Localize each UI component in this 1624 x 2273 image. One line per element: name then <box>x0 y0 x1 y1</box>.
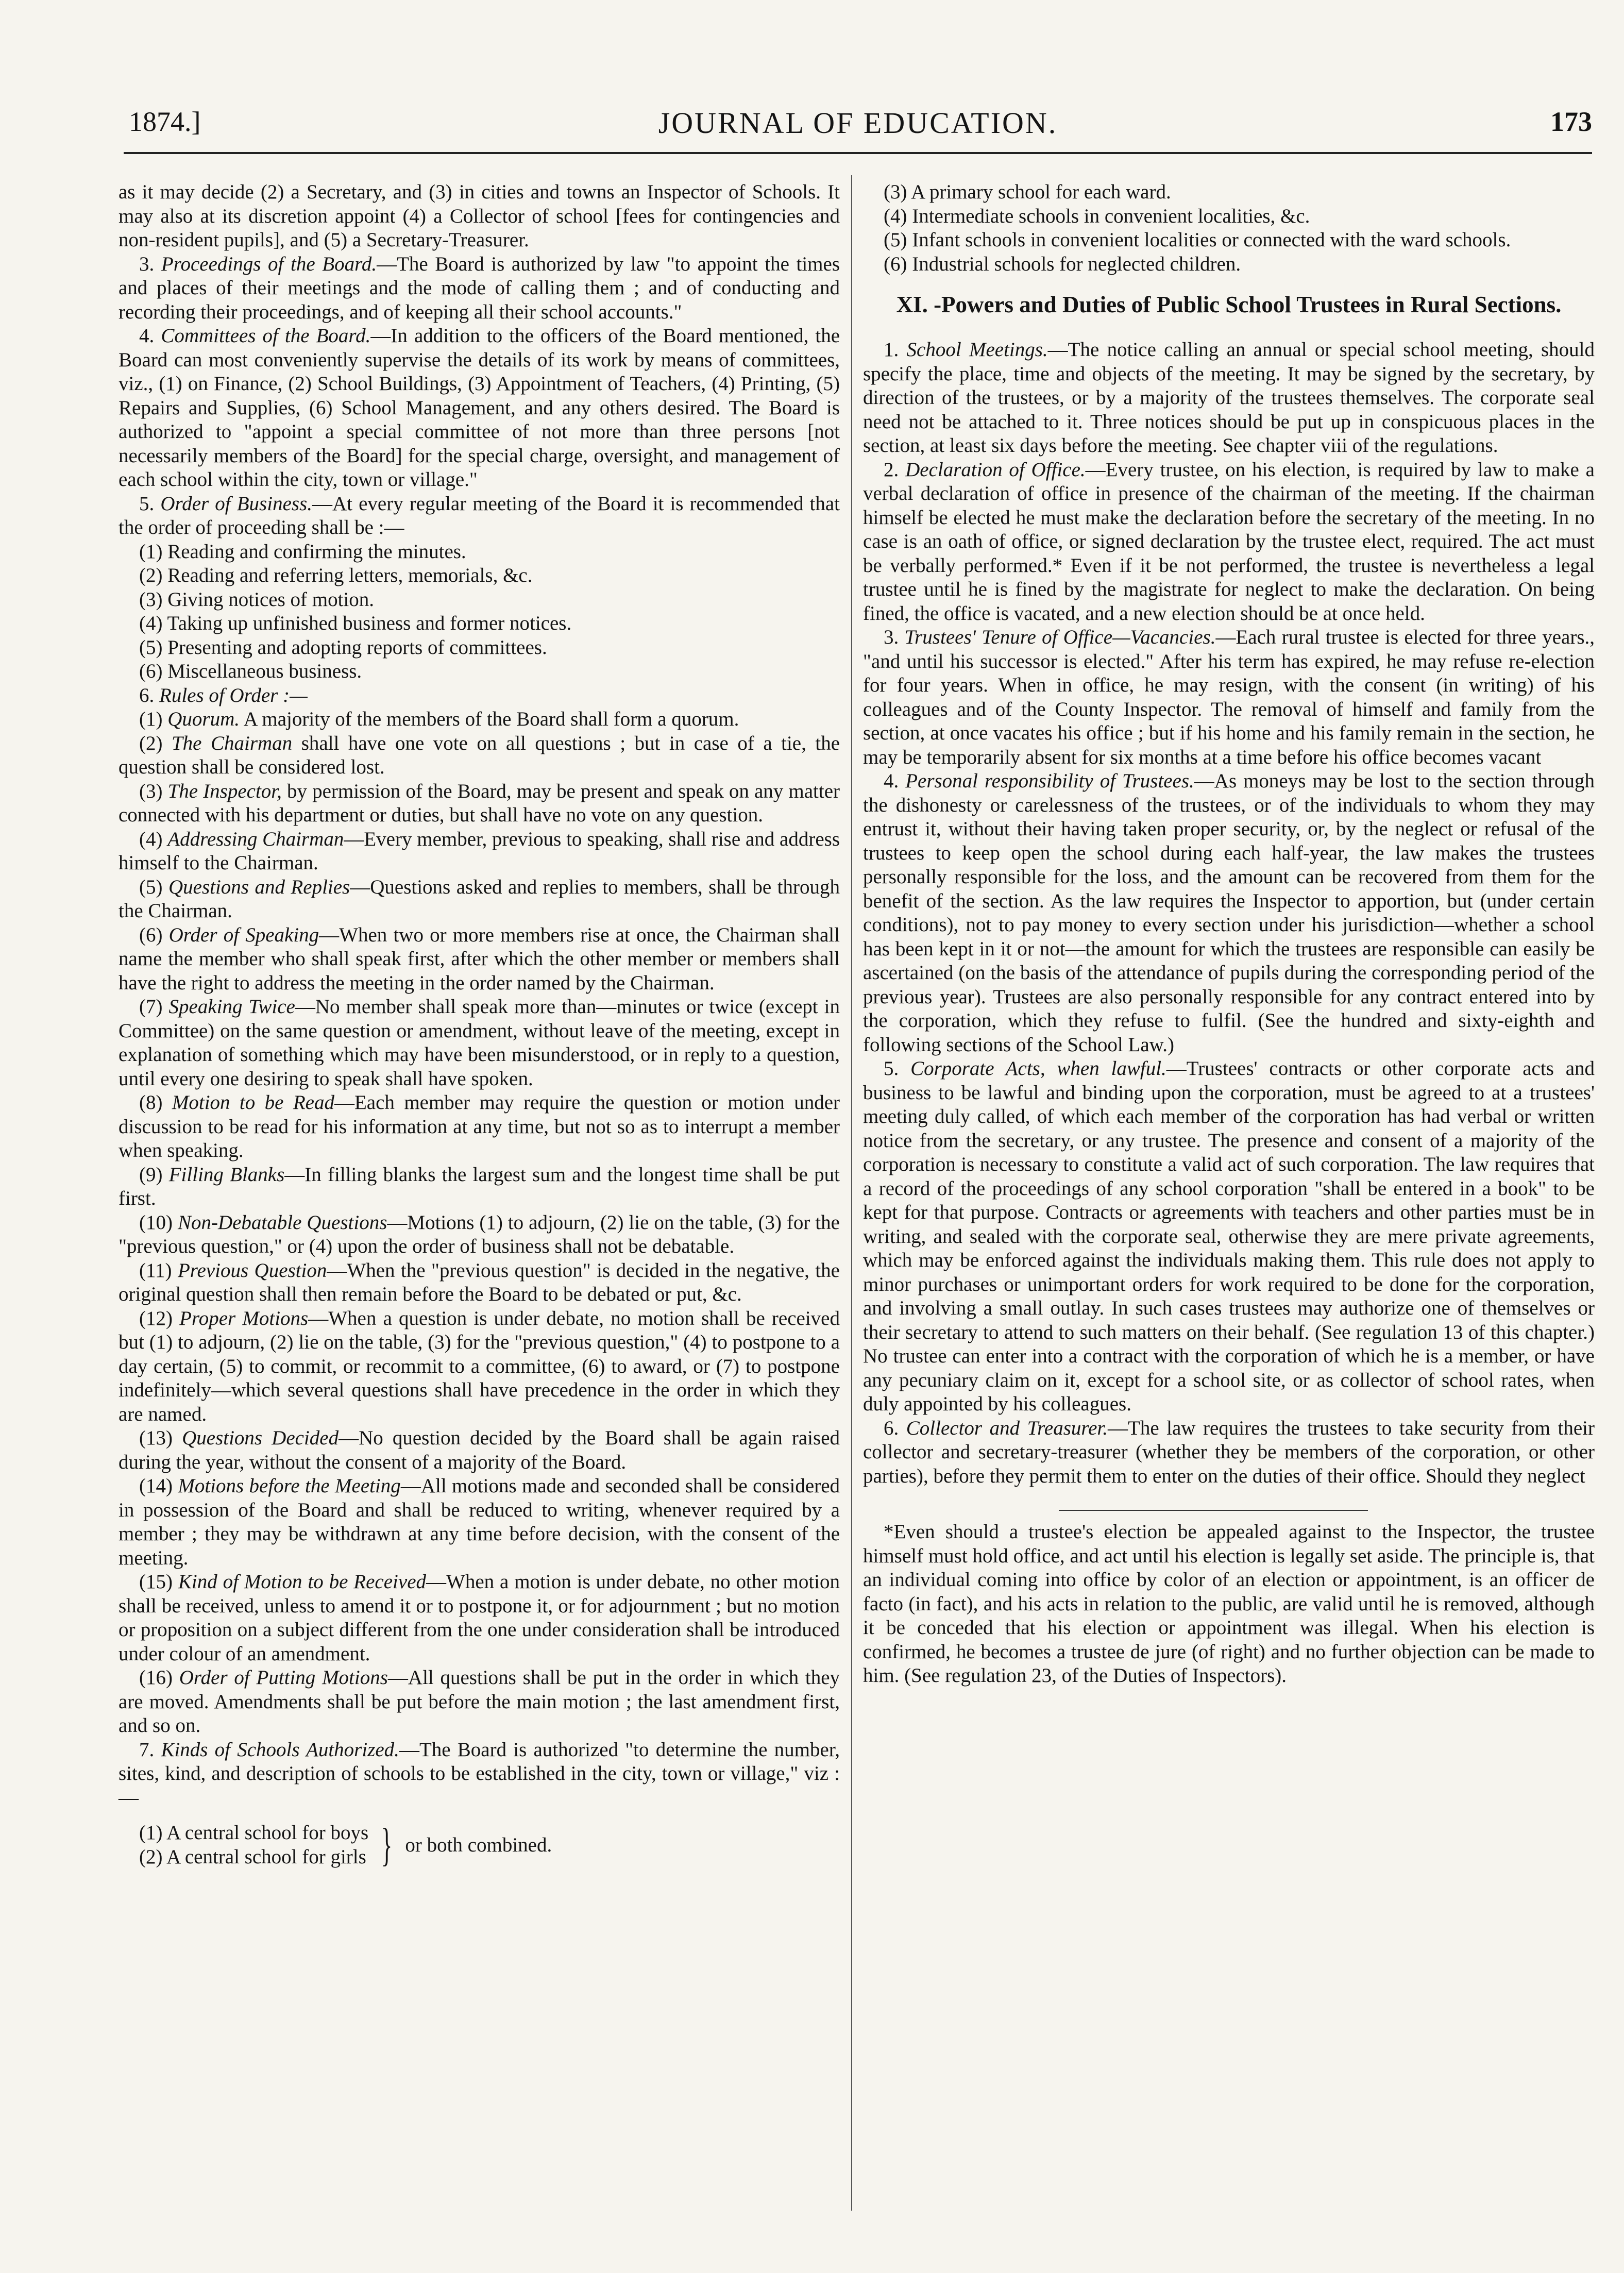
footnote-divider <box>1059 1510 1368 1511</box>
section-4-text: —In addition to the officers of the Board mentioned, the Board can most conveniently supervise the details of its work by means of committees, viz., (1) on Finance, (2) School Buildings, (3) Appointment of Teachers, (4) Printing, (5) Repairs and Supplies, (6) School Management, and any others desired. The Board is authorized to "appoint a special committee of not more than three persons [not necessarily members of the Board] for the special charge, oversight, and management of each school within the city, town or village." <box>119 325 840 491</box>
school-item: (3) A primary school for each ward. <box>884 181 1171 203</box>
order-item: (5) Presenting and adopting reports of committees. <box>139 636 547 659</box>
central-schools-list <box>119 1821 840 1869</box>
rule-item: (7) Speaking Twice—No member shall speak more than—minutes or twice (except in Committee) on the same question or amendment, without leave of the meeting, except in explanation of something which may have been misunderstood, or in reply to a question, until every one desiring to speak shall have spoken. <box>119 996 840 1090</box>
school-item: (5) Infant schools in convenient localities or connected with the ward schools. <box>884 229 1511 251</box>
section-4-title: Committees of the Board. <box>161 325 371 347</box>
rule-item: (14) Motions before the Meeting—All motions made and seconded shall be considered in possession of the Board and shall be reduced to writing, whenever required by a member ; they may be withdrawn at any time before decision, with the consent of the meeting. <box>119 1475 840 1569</box>
page-header <box>124 106 1592 154</box>
order-item: (1) Reading and confirming the minutes. <box>139 540 466 563</box>
section-5-title: Order of Business. <box>160 492 312 515</box>
section-3-text: —The Board is authorized by law "to appoint the times and places of their meetings and the mode of calling them ; and of conducting and recording their proceedings, and of keeping all their school accounts." <box>119 252 840 323</box>
section-4-committees: 4. Committees of the Board.—In addition to the officers of the Board mentioned, the Board can most conveniently supervise the details of its work by means of committees, viz., (1) on Finance, (2) School Buildings, (3) Appointment of Teachers, (4) Printing, (5) Repairs and Supplies, (6) School Management, and any others desired. The Board is authorized to "appoint a special committee of not more than three persons [not necessarily members of the Board] for the special charge, oversight, and management of each school within the city, town or village." <box>119 325 840 491</box>
rule-item: (9) Filling Blanks—In filling blanks the largest sum and the longest time shall be put first. <box>119 1163 840 1209</box>
footnote: *Even should a trustee's election be appealed against to the Inspector, the trustee himself must hold office, and act until his election is legally set aside. The principle is, that an individual coming into office by color of an election or appointment, is an officer de facto (in fact), and his acts in relation to the public, are valid until he is removed, although it be conceded that his election or appointment was illegal. When his election is confirmed, he becomes a trustee de jure (of right) and no further objection can be made to him. (See regulation 23, of the Duties of Inspectors). <box>863 1521 1595 1687</box>
brace-icon: } <box>381 1819 393 1871</box>
rule-item: (2) The Chairman shall have one vote on all questions ; but in case of a tie, the question shall be considered lost. <box>119 732 840 778</box>
rule-item: (15) Kind of Motion to be Received—When a motion is under debate, no other motion shall be received, unless to amend it or to postpone it, or for adjournment ; but no motion or proposition on a subject different from the one under consideration shall be introduced under colour of an amendment. <box>119 1571 840 1665</box>
trustee-item-1: 1. School Meetings.—The notice calling an annual or special school meeting, should specify the place, time and objects of the meeting. It may be signed by the secretary, by direction of the trustees, or by a majority of the trustees themselves. The corporate seal need not be attached to it. Three notices should be put up in conspicuous places in the section, at least six days before the meeting. See chapter viii of the regulations. <box>863 339 1595 457</box>
trustee-item-2: 2. Declaration of Office.—Every trustee, on his election, is required by law to make a verbal declaration of office in presence of the chairman of the meeting. If the chairman himself be elected he must make the declaration before the secretary of the meeting. In no case is an oath of office, or signed declaration by the trustee elect, required. The act must be verbally performed.* Even if it be not performed, the trustee is nevertheless a legal trustee until he is fined by the magistrate for neglect to make the declaration. On being fined, the office is vacated, and a new election should be at once held. <box>863 458 1595 625</box>
rule-item: (6) Order of Speaking—When two or more members rise at once, the Chairman shall name the member who shall speak first, after which the other member or members shall have the right to address the meeting in the order named by the Chairman. <box>119 923 840 994</box>
rule-item: (3) The Inspector, by permission of the Board, may be present and speak on any matter connected with his department or duties, but shall have no vote on any question. <box>119 780 840 826</box>
rule-item: (5) Questions and Replies—Questions asked and replies to members, shall be through the Chairman. <box>119 875 840 922</box>
rule-item: (11) Previous Question—When the "previous question" is decided in the negative, the original question shall then remain before the Board to be debated or put, &c. <box>119 1259 840 1305</box>
right-column <box>863 180 1595 1688</box>
section-5-order-of-business: 5. Order of Business.—At every regular meeting of the Board it is recommended that the order of proceeding shall be :— <box>119 492 840 538</box>
column-divider <box>851 175 852 2211</box>
section-7-title: Kinds of Schools Authorized. <box>161 1738 399 1761</box>
school-item: (2) A central school for girls <box>139 1845 366 1868</box>
school-item: (6) Industrial schools for neglected children. <box>884 252 1241 275</box>
schools-combined-note: or both combined. <box>405 1834 552 1856</box>
order-of-business-list <box>119 540 840 684</box>
header-page-number: 173 <box>1550 106 1592 137</box>
header-year: 1874.] <box>129 106 201 137</box>
trustee-item-3: 3. Trustees' Tenure of Office—Vacancies.—Each rural trustee is elected for three years., "and until his successor is elected." After his term has expired, he may refuse re-election for four years. When in office, he may resign, with the consent (in writing) of his colleagues and of the County Inspector. The removal of himself and family from the section, at once vacates his office ; but if his home and his family remain in the section, he may be temporarily absent for six months at a time before his office becomes vacant <box>863 626 1595 768</box>
rule-item: (12) Proper Motions—When a question is under debate, no motion shall be received but (1) to adjourn, (2) lie on the table, (3) for the "previous question," (4) to postpone to a day certain, (5) to commit, or recommit to a committee, (6) to award, or (7) to postpone indefinitely—which several questions shall have precedence in the order in which they are named. <box>119 1307 840 1425</box>
left-paragraph-intro: as it may decide (2) a Secretary, and (3) in cities and towns an Inspector of Schools. It may also at its discretion appoint (4) a Collector of school [fees for contingencies and non-resident pupils], and (5) a Secretary-Treasurer. <box>119 181 840 251</box>
header-journal-title: JOURNAL OF EDUCATION. <box>658 106 1058 140</box>
school-kinds-list <box>863 180 1595 276</box>
section-3-proceedings: 3. Proceedings of the Board.—The Board is authorized by law "to appoint the times and places of their meetings and the mode of calling them ; and of conducting and recording their proceedings, and of keeping all their school accounts." <box>119 252 840 323</box>
rule-item: (10) Non-Debatable Questions—Motions (1) to adjourn, (2) lie on the table, (3) for the "previous question," or (4) upon the order of business shall not be debatable. <box>119 1211 840 1257</box>
rule-item: (13) Questions Decided—No question decided by the Board shall be again raised during the year, without the consent of a majority of the Board. <box>119 1427 840 1473</box>
section-6-rules-of-order: 6. Rules of Order :— <box>139 684 308 706</box>
order-item: (4) Taking up unfinished business and former notices. <box>139 612 572 634</box>
order-item: (2) Reading and referring letters, memorials, &c. <box>139 564 533 586</box>
section-7-text: —The Board is authorized "to determine the number, sites, kind, and description of schools to be established in the city, town or village," viz :— <box>119 1738 840 1809</box>
rule-item: (8) Motion to be Read—Each member may require the question or motion under discussion to be read for his information at any time, but not so as to interrupt a member when speaking. <box>119 1091 840 1161</box>
left-column <box>119 180 840 1869</box>
section-5-text: —At every regular meeting of the Board it is recommended that the order of proceeding shall be :— <box>119 492 840 538</box>
order-item: (3) Giving notices of motion. <box>139 588 375 611</box>
trustee-item-5: 5. Corporate Acts, when lawful.—Trustees' contracts or other corporate acts and business to be lawful and binding upon the corporation, must be agreed to at a trustees' meeting duly called, of which each member of the corporation has had verbal or written notice from the secretary, or any trustee. The presence and consent of a majority of the corporation is necessary to constitute a valid act of such corporation. The law requires that a record of the proceedings of any school corporation "shall be entered in a book" to be kept for that purpose. Contracts or agreements with teachers and other parties must be in writing, and sealed with the corporate seal, otherwise they are mere private agreements, which may be enforced against the individuals making them. This rule does not apply to minor purchases or unimportant orders for work required to be done for the corporation, and involving a small outlay. In such cases trustees may authorize one of themselves or their secretary to attend to such matters on their behalf. (See regulation 13 of this chapter.) No trustee can enter into a contract with the corporation of which he is a member, or have any pecuniary claim on it, except for a school site, or as collector of school rates, when duly appointed by his colleagues. <box>863 1057 1595 1415</box>
school-item: (4) Intermediate schools in convenient localities, &c. <box>884 205 1310 227</box>
trustee-item-6: 6. Collector and Treasurer.—The law requires the trustees to take security from their collector and secretary-treasurer (whether they be members of the corporation, or other parties), before they permit them to enter on the duties of their office. Should they neglect <box>863 1417 1595 1487</box>
section-6-title: Rules of Order :— <box>159 684 308 706</box>
section-3-title: Proceedings of the Board. <box>161 252 377 275</box>
trustee-item-4: 4. Personal responsibility of Trustees.—As moneys may be lost to the section through the dishonesty or carelessness of the trustees, or of the individuals to whom they may entrust it, without their having taken proper security, or, by the neglect or refusal of the trustees to keep open the school during each half-year, the law makes the trustees personally responsible for the loss, and the amount can be recovered from them for the benefit of the section. As the law requires the Inspector to apportion, but (under certain conditions), not to pay money to every section under his jurisdiction—whether a school has been kept in it or not—the amount for which the trustees are responsible can easily be ascertained (on the basis of the attendance of pupils during the corresponding period of the previous year). Trustees are also personally responsible for any contract entered into by the corporation, which they refuse to fulfil. (See the hundred and sixty-eighth and following sections of the School Law.) <box>863 770 1595 1056</box>
rule-item: (1) Quorum. A majority of the members of the Board shall form a quorum. <box>139 708 739 730</box>
order-item: (6) Miscellaneous business. <box>139 660 362 682</box>
rule-item: (16) Order of Putting Motions—All questions shall be put in the order in which they are moved. Amendments shall be put before the main motion ; the last amendment first, and so on. <box>119 1666 840 1737</box>
section-heading-xi: XI. -Powers and Duties of Public School Trustees in Rural Sections. <box>896 292 1562 317</box>
rule-item: (4) Addressing Chairman—Every member, previous to speaking, shall rise and address himself to the Chairman. <box>119 828 840 874</box>
school-item: (1) A central school for boys <box>139 1822 369 1844</box>
section-7-kinds-of-schools: 7. Kinds of Schools Authorized.—The Board is authorized "to determine the number, sites, kind, and description of schools to be established in the city, town or village," viz :— <box>119 1738 840 1809</box>
